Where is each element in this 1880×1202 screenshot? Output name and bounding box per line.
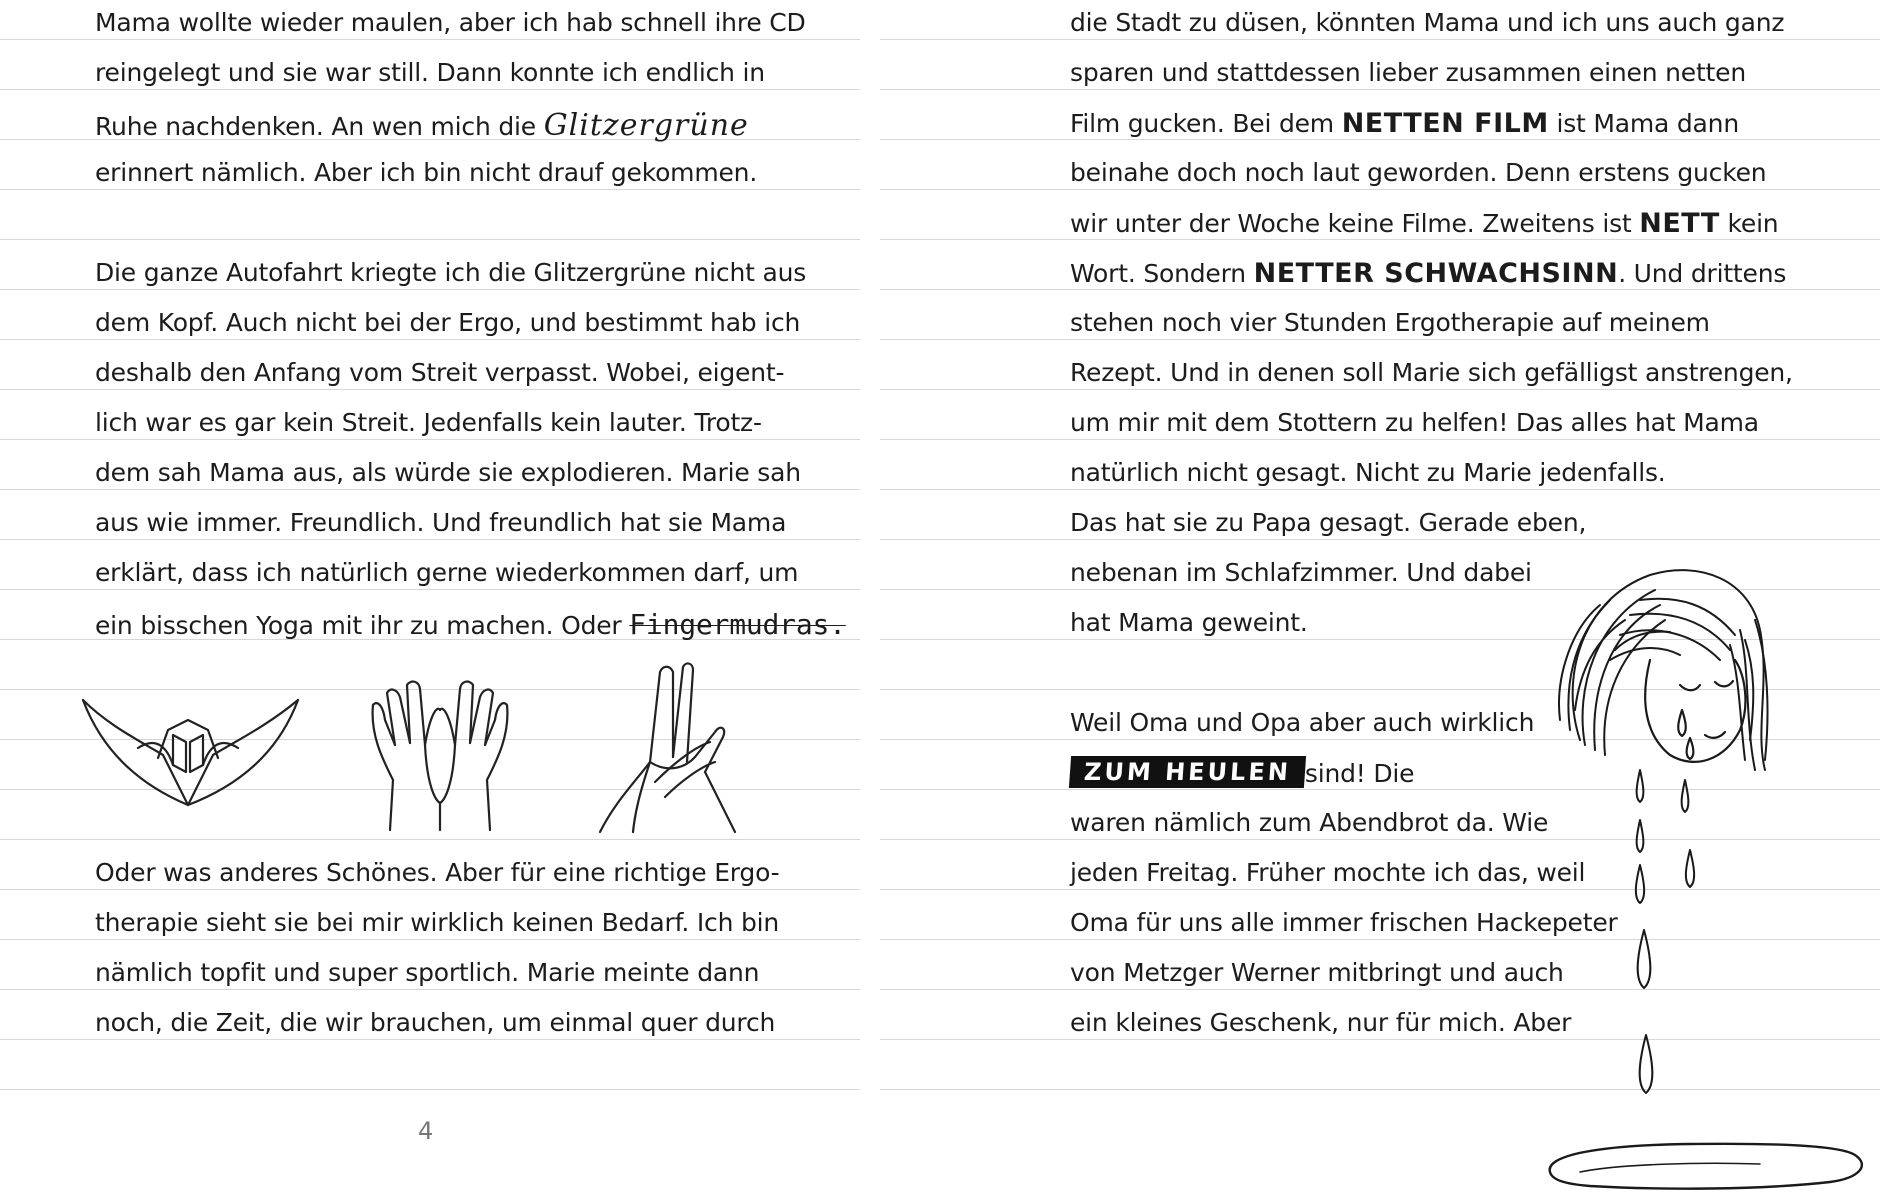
text-line: Die ganze Autofahrt kriegte ich die Glitzergrüne nicht aus (95, 258, 807, 287)
text-line (95, 608, 846, 641)
text-line: erinnert nämlich. Aber ich bin nicht drauf gekommen. (95, 158, 758, 187)
ruled-line (0, 539, 860, 540)
ruled-line (880, 389, 1880, 390)
text-line: erklärt, dass ich natürlich gerne wiederkommen darf, um (95, 558, 799, 587)
zum-heulen-box: ZUM HEULEN (1069, 756, 1306, 788)
text-fragment: ist Mama dann (1548, 109, 1739, 138)
ruled-line (0, 339, 860, 340)
ruled-line (880, 89, 1880, 90)
text-line: Oma für uns alle immer frischen Hackepeter (1070, 908, 1618, 937)
text-line: nebenan im Schlafzimmer. Und dabei (1070, 558, 1532, 587)
glitzergruene-lettering: Glitzergrüne (543, 108, 749, 143)
ruled-line (880, 239, 1880, 240)
text-line: ein kleines Geschenk, nur für mich. Aber (1070, 1008, 1572, 1037)
ruled-line (0, 289, 860, 290)
ruled-line (880, 189, 1880, 190)
crying-girl-illustration (1540, 560, 1875, 1200)
left-page (0, 0, 860, 1202)
fingermudras-lettering: Fingermudras. (629, 608, 846, 641)
text-fragment: Film gucken. Bei dem (1070, 109, 1342, 138)
ruled-line (880, 39, 1880, 40)
mudra-hands-illustration-3 (595, 662, 745, 837)
text-line: jeden Freitag. Früher mochte ich das, weil (1070, 858, 1586, 887)
text-line: noch, die Zeit, die wir brauchen, um einmal quer durch (95, 1008, 776, 1037)
mudra-hands-illustration-1 (78, 680, 308, 820)
ruled-line (0, 589, 860, 590)
nett-bold: NETT (1639, 208, 1720, 239)
text-line: nämlich topfit und super sportlich. Marie meinte dann (95, 958, 760, 987)
right-page (880, 0, 1880, 1202)
text-line: reingelegt und sie war still. Dann konnte ich endlich in (95, 58, 765, 87)
ruled-line (0, 1039, 860, 1040)
text-line: Oder was anderes Schönes. Aber für eine richtige Ergo- (95, 858, 780, 887)
ruled-line (0, 439, 860, 440)
text-line: therapie sieht sie bei mir wirklich keinen Bedarf. Ich bin (95, 908, 780, 937)
text-line (1070, 108, 1739, 139)
ruled-line (0, 389, 860, 390)
text-fragment: Ruhe nachdenken. An wen mich die (95, 112, 544, 141)
ruled-line (0, 489, 860, 490)
text-line: hat Mama geweint. (1070, 608, 1308, 637)
ruled-line (0, 239, 860, 240)
text-line: aus wie immer. Freundlich. Und freundlich hat sie Mama (95, 508, 787, 537)
ruled-line (880, 289, 1880, 290)
ruled-line (0, 989, 860, 990)
text-fragment: . Und drittens (1618, 259, 1787, 288)
text-line: die Stadt zu düsen, könnten Mama und ich uns auch ganz (1070, 8, 1785, 37)
text-line: Mama wollte wieder maulen, aber ich hab schnell ihre CD (95, 8, 806, 37)
ruled-line (880, 539, 1880, 540)
text-fragment: Wort. Sondern (1070, 259, 1254, 288)
text-line: um mir mit dem Stottern zu helfen! Das alles hat Mama (1070, 408, 1759, 437)
text-line: stehen noch vier Stunden Ergotherapie auf meinem (1070, 308, 1710, 337)
mudra-hands-illustration-2 (365, 675, 515, 835)
text-line: dem sah Mama aus, als würde sie explodieren. Marie sah (95, 458, 801, 487)
text-fragment: ein bisschen Yoga mit ihr zu machen. Oder (95, 611, 630, 640)
ruled-line (0, 89, 860, 90)
text-line: dem Kopf. Auch nicht bei der Ergo, und bestimmt hab ich (95, 308, 801, 337)
netter-schwachsinn-bold: NETTER SCHWACHSINN (1253, 258, 1619, 289)
ruled-line (880, 489, 1880, 490)
text-line: Rezept. Und in denen soll Marie sich gefälligst anstrengen, (1070, 358, 1793, 387)
text-line: von Metzger Werner mitbringt und auch (1070, 958, 1564, 987)
text-line: natürlich nicht gesagt. Nicht zu Marie jedenfalls. (1070, 458, 1666, 487)
text-fragment: kein (1719, 209, 1779, 238)
text-line: Weil Oma und Opa aber auch wirklich (1070, 708, 1535, 737)
ruled-line (0, 39, 860, 40)
netten-film-bold: NETTEN FILM (1341, 108, 1549, 139)
text-line (1070, 208, 1778, 239)
ruled-line (0, 889, 860, 890)
ruled-line (0, 1089, 860, 1090)
text-line: deshalb den Anfang vom Streit verpasst. Wobei, eigent- (95, 358, 785, 387)
ruled-line (880, 439, 1880, 440)
text-fragment: wir unter der Woche keine Filme. Zweitens ist (1070, 209, 1640, 238)
text-line (95, 108, 749, 143)
ruled-line (0, 189, 860, 190)
text-line: lich war es gar kein Streit. Jedenfalls kein lauter. Trotz- (95, 408, 762, 437)
text-line (1070, 758, 1414, 790)
ruled-line (0, 939, 860, 940)
ruled-line (880, 339, 1880, 340)
ruled-line (880, 139, 1880, 140)
text-line: beinahe doch noch laut geworden. Denn erstens gucken (1070, 158, 1767, 187)
text-line: waren nämlich zum Abendbrot da. Wie (1070, 808, 1549, 837)
text-line: Das hat sie zu Papa gesagt. Gerade eben, (1070, 508, 1587, 537)
text-line (1070, 258, 1786, 289)
text-fragment: sind! Die (1304, 759, 1415, 788)
text-line: sparen und stattdessen lieber zusammen einen netten (1070, 58, 1746, 87)
page-number: 4 (418, 1117, 434, 1145)
ruled-line (0, 839, 860, 840)
